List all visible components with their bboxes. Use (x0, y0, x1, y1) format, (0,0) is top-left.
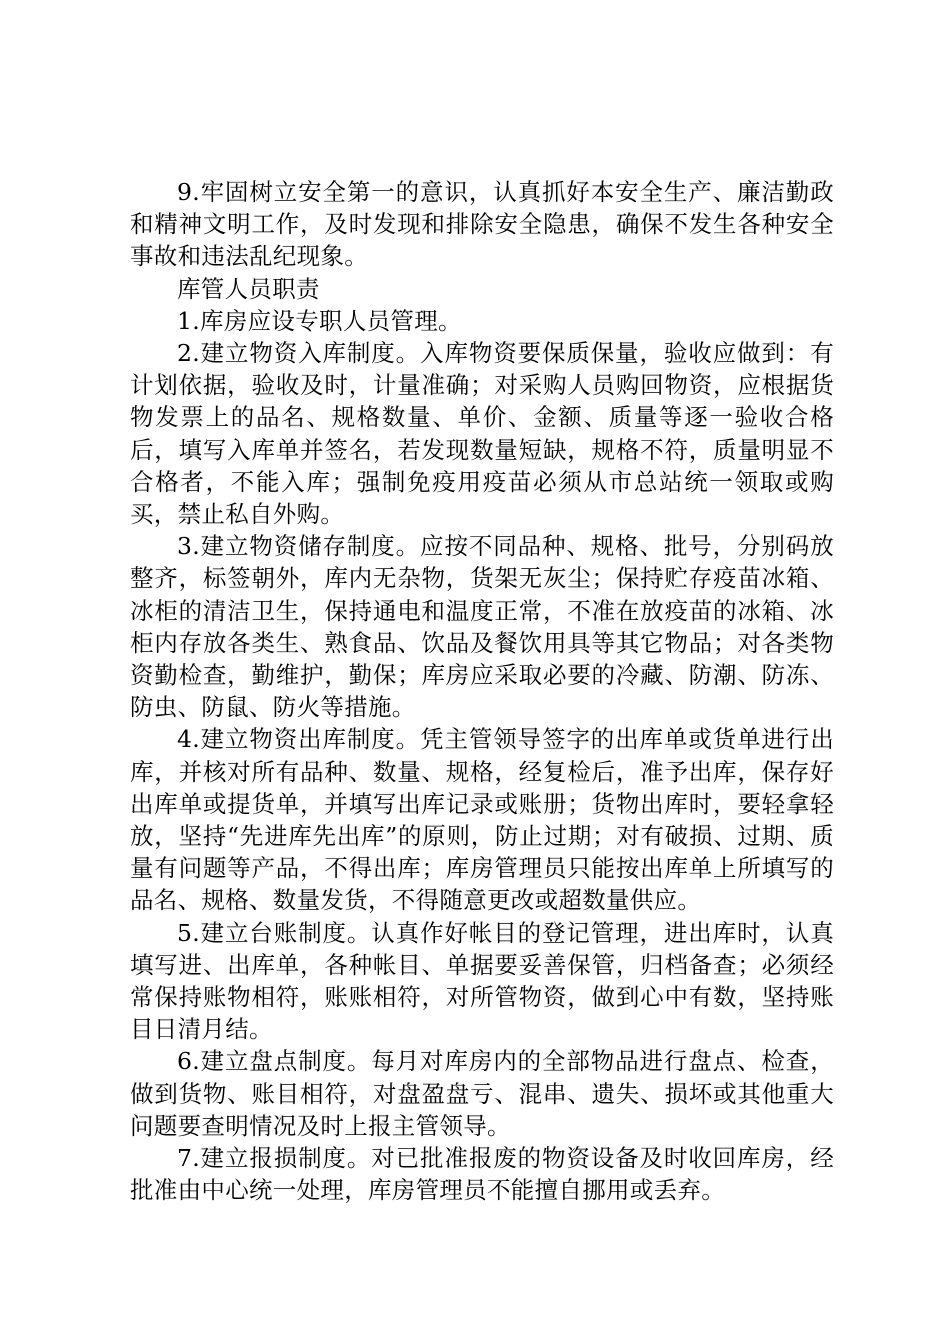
section-heading: 库管人员职责 (177, 274, 320, 303)
paragraph-item-3: 3.建立物资储存制度。应按不同品种、规格、批号，分别码放整齐，标签朝外，库内无杂物，货架无灰尘；保持贮存疫苗冰箱、冰柜的清洁卫生，保持通电和温度正常，不准在放疫苗的冰箱、冰柜内存放各类生、熟食品、饮品及餐饮用具等其它物品；对各类物资勤检查，勤维护，勤保；库房应采取必要的冷藏、防潮、防冻、防虫、防鼠、防火等措施。 (130, 532, 834, 722)
paragraph-item-4: 4.建立物资出库制度。凭主管领导签字的出库单或货单进行出库，并核对所有品种、数量、规格，经复检后，准予出库，保存好出库单或提货单，并填写出库记录或账册；货物出库时，要轻拿轻放，坚持“先进库先出库”的原则，防止过期；对有破损、过期、质量有问题等产品，不得出库；库房管理员只能按出库单上所填写的品名、规格、数量发货，不得随意更改或超数量供应。 (130, 725, 834, 915)
paragraph-item-7: 7.建立报损制度。对已批准报废的物资设备及时收回库房，经批准由中心统一处理，库房管理员不能擅自挪用或丢弃。 (130, 1144, 834, 1205)
document-body (130, 176, 834, 1207)
paragraph-item-2: 2.建立物资入库制度。入库物资要保质保量，验收应做到：有计划依据，验收及时，计量准确；对采购人员购回物资，应根据货物发票上的品名、规格数量、单价、金额、质量等逐一验收合格后，填写入库单并签名，若发现数量短缺，规格不符，质量明显不合格者，不能入库；强制免疫用疫苗必须从市总站统一领取或购买，禁止私自外购。 (130, 339, 834, 529)
paragraph-item-1: 1.库房应设专职人员管理。 (177, 306, 462, 335)
paragraph-item-9: 9.牢固树立安全第一的意识，认真抓好本安全生产、廉洁勤政和精神文明工作，及时发现和排除安全隐患，确保不发生各种安全事故和违法乱纪现象。 (130, 178, 834, 271)
paragraph-item-5: 5.建立台账制度。认真作好帐目的登记管理，进出库时，认真填写进、出库单，各种帐目、单据要妥善保管，归档备查；必须经常保持账物相符，账账相符，对所管物资，做到心中有数，坚持账目日清月结。 (130, 918, 834, 1044)
paragraph-item-6: 6.建立盘点制度。每月对库房内的全部物品进行盘点、检查，做到货物、账目相符，对盘盈盘亏、混串、遗失、损坏或其他重大问题要查明情况及时上报主管领导。 (130, 1047, 834, 1140)
